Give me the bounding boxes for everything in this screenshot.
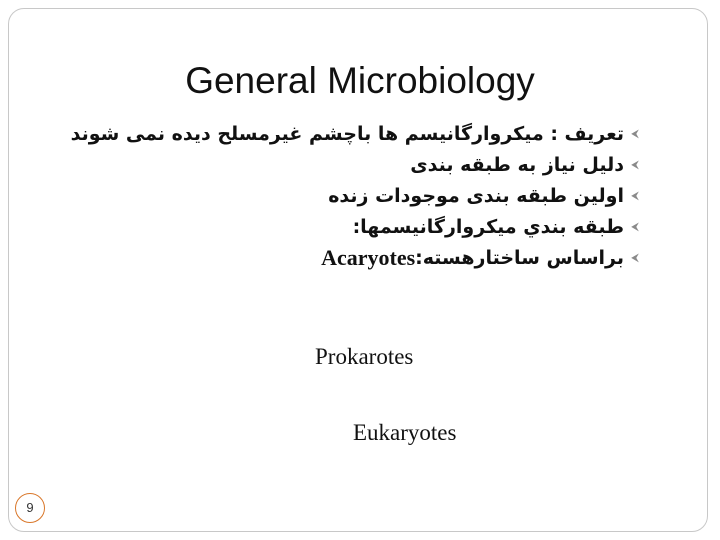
sub-item-eukaryotes: Eukaryotes [353, 420, 457, 445]
slide-title: General Microbiology [185, 60, 535, 101]
bullet-item [42, 180, 642, 211]
bullet-item [42, 211, 642, 242]
bullet-text: طبقه بندي ميكروارگانيسمها: [352, 215, 624, 238]
bullet-text: دلیل نیاز به طبقه بندی [410, 153, 624, 176]
bullet-arrow-icon: ⮜ [631, 250, 639, 264]
bullet-arrow-icon: ⮜ [631, 188, 639, 202]
bullet-arrow-icon: ⮜ [631, 126, 639, 140]
bullet-arrow-icon: ⮜ [631, 157, 639, 171]
bullet-text: اولین طبقه بندی موجودات زنده [328, 184, 624, 207]
bullet-item [42, 149, 642, 180]
sub-item-prokaryotes: Prokarotes [315, 344, 414, 369]
bullet-list [42, 118, 642, 273]
bullet-item [42, 242, 642, 273]
page-number-badge: 9 [15, 493, 45, 523]
bullet-arrow-icon: ⮜ [631, 219, 639, 233]
bullet-latin-term: Acaryotes [321, 244, 416, 270]
bullet-text: براساس ساختارهسته: [415, 246, 624, 269]
bullet-item [42, 118, 642, 149]
bullet-text: تعریف : میکروارگانیسم ها باچشم غیرمسلح دیده نمی شوند [70, 122, 624, 145]
